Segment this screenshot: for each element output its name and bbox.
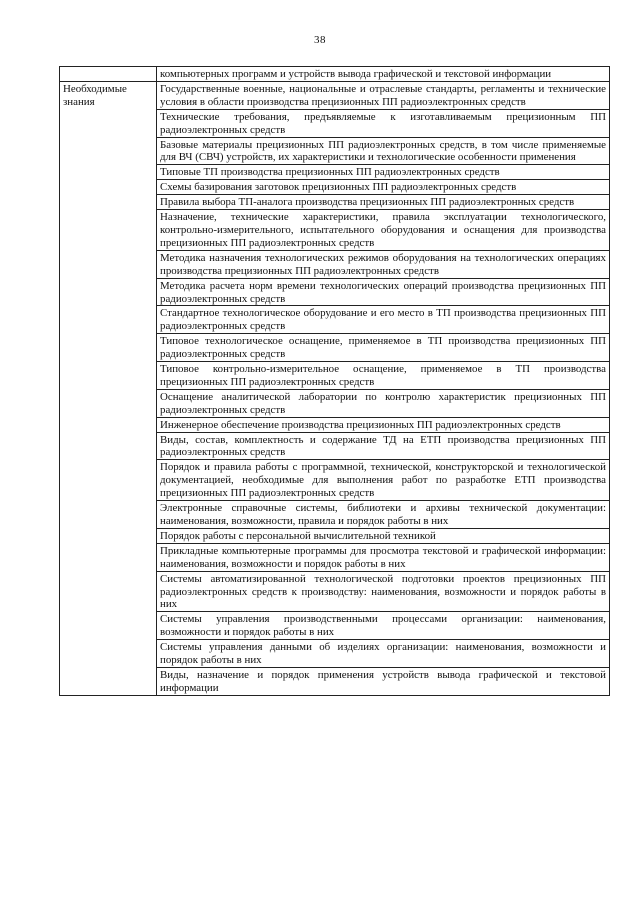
knowledge-item: Оснащение аналитической лаборатории по контролю характеристик прецизионных ПП радиоэлектронных средств — [157, 389, 610, 417]
knowledge-item: Системы управления производственными процессами организации: наименования, возможности и порядок работы в них — [157, 612, 610, 640]
table-row — [60, 67, 610, 82]
page-number: 38 — [314, 34, 326, 46]
knowledge-item: Порядок работы с персональной вычислительной техникой — [157, 528, 610, 543]
knowledge-item: компьютерных программ и устройств вывода графической и текстовой информации — [157, 67, 610, 82]
knowledge-item: Порядок и правила работы с программной, технической, конструкторской и технологической документацией, необходимые для выполнения работ по разработке ЕТП производства прецизионных ПП радиоэлектронных средств — [157, 460, 610, 501]
knowledge-item: Прикладные компьютерные программы для просмотра текстовой и графической информации: наименования, возможности и порядок работы в них — [157, 543, 610, 571]
knowledge-item: Государственные военные, национальные и отраслевые стандарты, регламенты и технические условия в области производства прецизионных ПП радиоэлектронных средств — [157, 81, 610, 109]
knowledge-item: Типовое технологическое оснащение, применяемое в ТП производства прецизионных ПП радиоэлектронных средств — [157, 334, 610, 362]
knowledge-item: Виды, назначение и порядок применения устройств вывода графической и текстовой информации — [157, 667, 610, 695]
knowledge-item: Назначение, технические характеристики, правила эксплуатации технологического, контрольно-измерительного, испытательного оборудования и оснащения для производства прецизионных ПП радиоэлектронных средств — [157, 210, 610, 251]
row-label — [60, 67, 157, 82]
knowledge-item: Стандартное технологическое оборудование и его место в ТП производства прецизионных ПП радиоэлектронных средств — [157, 306, 610, 334]
knowledge-item: Инженерное обеспечение производства прецизионных ПП радиоэлектронных средств — [157, 417, 610, 432]
knowledge-item: Электронные справочные системы, библиотеки и архивы технической документации: наименования, возможности, правила и порядок работы в них — [157, 501, 610, 529]
knowledge-item: Базовые материалы прецизионных ПП радиоэлектронных средств, в том числе применяемые для ВЧ (СВЧ) устройств, их характеристики и технологические особенности применения — [157, 137, 610, 165]
knowledge-item: Системы управления данными об изделиях организации: наименования, возможности и порядок работы в них — [157, 640, 610, 668]
knowledge-item: Технические требования, предъявляемые к изготавливаемым прецизионным ПП радиоэлектронных средств — [157, 109, 610, 137]
knowledge-item: Виды, состав, комплектность и содержание ТД на ЕТП производства прецизионных ПП радиоэлектронных средств — [157, 432, 610, 460]
knowledge-item: Методика назначения технологических режимов оборудования на технологических операциях производства прецизионных ПП радиоэлектронных средств — [157, 250, 610, 278]
table-body — [60, 67, 610, 696]
knowledge-item: Правила выбора ТП-аналога производства прецизионных ПП радиоэлектронных средств — [157, 195, 610, 210]
knowledge-item: Методика расчета норм времени технологических операций производства прецизионных ПП радиоэлектронных средств — [157, 278, 610, 306]
knowledge-item: Системы автоматизированной технологической подготовки проектов прецизионных ПП радиоэлектронных средств к производству: наименования, возможности и порядок работы в них — [157, 571, 610, 612]
knowledge-item: Схемы базирования заготовок прецизионных ПП радиоэлектронных средств — [157, 180, 610, 195]
knowledge-item: Типовые ТП производства прецизионных ПП радиоэлектронных средств — [157, 165, 610, 180]
knowledge-item: Типовое контрольно-измерительное оснащение, применяемое в ТП производства прецизионных ПП радиоэлектронных средств — [157, 362, 610, 390]
knowledge-table — [59, 66, 610, 696]
table-row — [60, 81, 610, 109]
row-label: Необходимые знания — [60, 81, 157, 695]
